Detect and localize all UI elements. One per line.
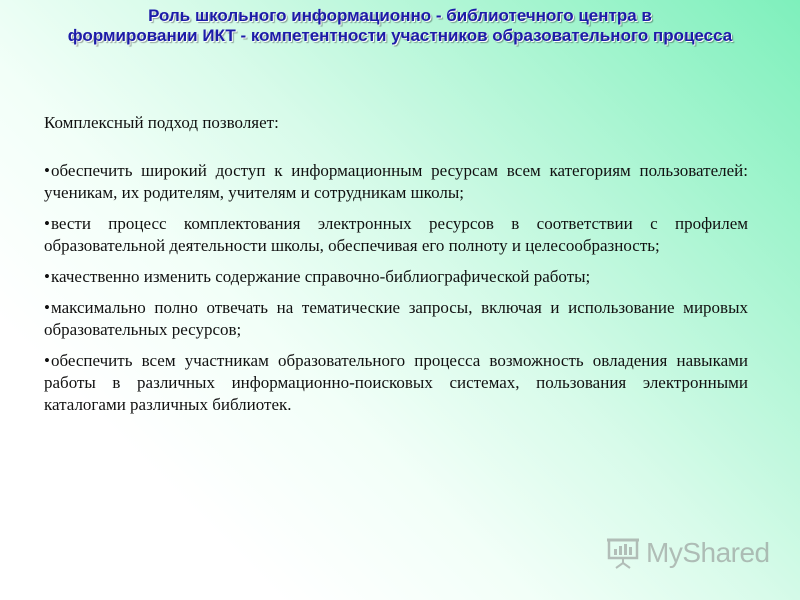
bullet-item (44, 213, 748, 257)
bullet-list (44, 160, 748, 416)
presentation-board-icon (606, 537, 640, 569)
bullet-marker: • (44, 298, 50, 317)
bullet-item (44, 160, 748, 204)
slide-title (0, 6, 800, 46)
watermark-text: MyShared (646, 537, 770, 568)
myshared-watermark (606, 536, 770, 570)
bullet-text: максимально полно отвечать на тематические запросы, включая и использование мировых образовательных ресурсов; (44, 298, 748, 339)
bullet-marker: • (44, 214, 50, 233)
slide-title-line-2: формировании ИКТ - компетентности участников образовательного процесса (67, 26, 733, 45)
bullet-text: вести процесс комплектования электронных ресурсов в соответствии с профилем образовательной деятельности школы, обеспечивая его полноту и целесообразность; (44, 214, 748, 255)
bullet-text: качественно изменить содержание справочно-библиографической работы; (50, 267, 591, 286)
bullet-item (44, 350, 748, 416)
intro-text: Комплексный подход позволяет: (44, 113, 279, 132)
bullet-text: обеспечить всем участникам образовательного процесса возможность овладения навыками работы в различных информационно-поисковых системах, пользования электронными каталогами различных библиотек. (44, 351, 748, 414)
bullet-item (44, 297, 748, 341)
slide-body (44, 112, 748, 425)
bullet-text: обеспечить широкий доступ к информационным ресурсам всем категориям пользователей: ученикам, их родителям, учителям и сотрудникам школы; (44, 161, 748, 202)
bullet-marker: • (44, 267, 50, 286)
bullet-item (44, 266, 748, 288)
bullet-marker: • (44, 351, 50, 370)
bullet-marker: • (44, 161, 50, 180)
slide-title-line-1: Роль школьного информационно - библиотечного центра в (148, 6, 652, 25)
